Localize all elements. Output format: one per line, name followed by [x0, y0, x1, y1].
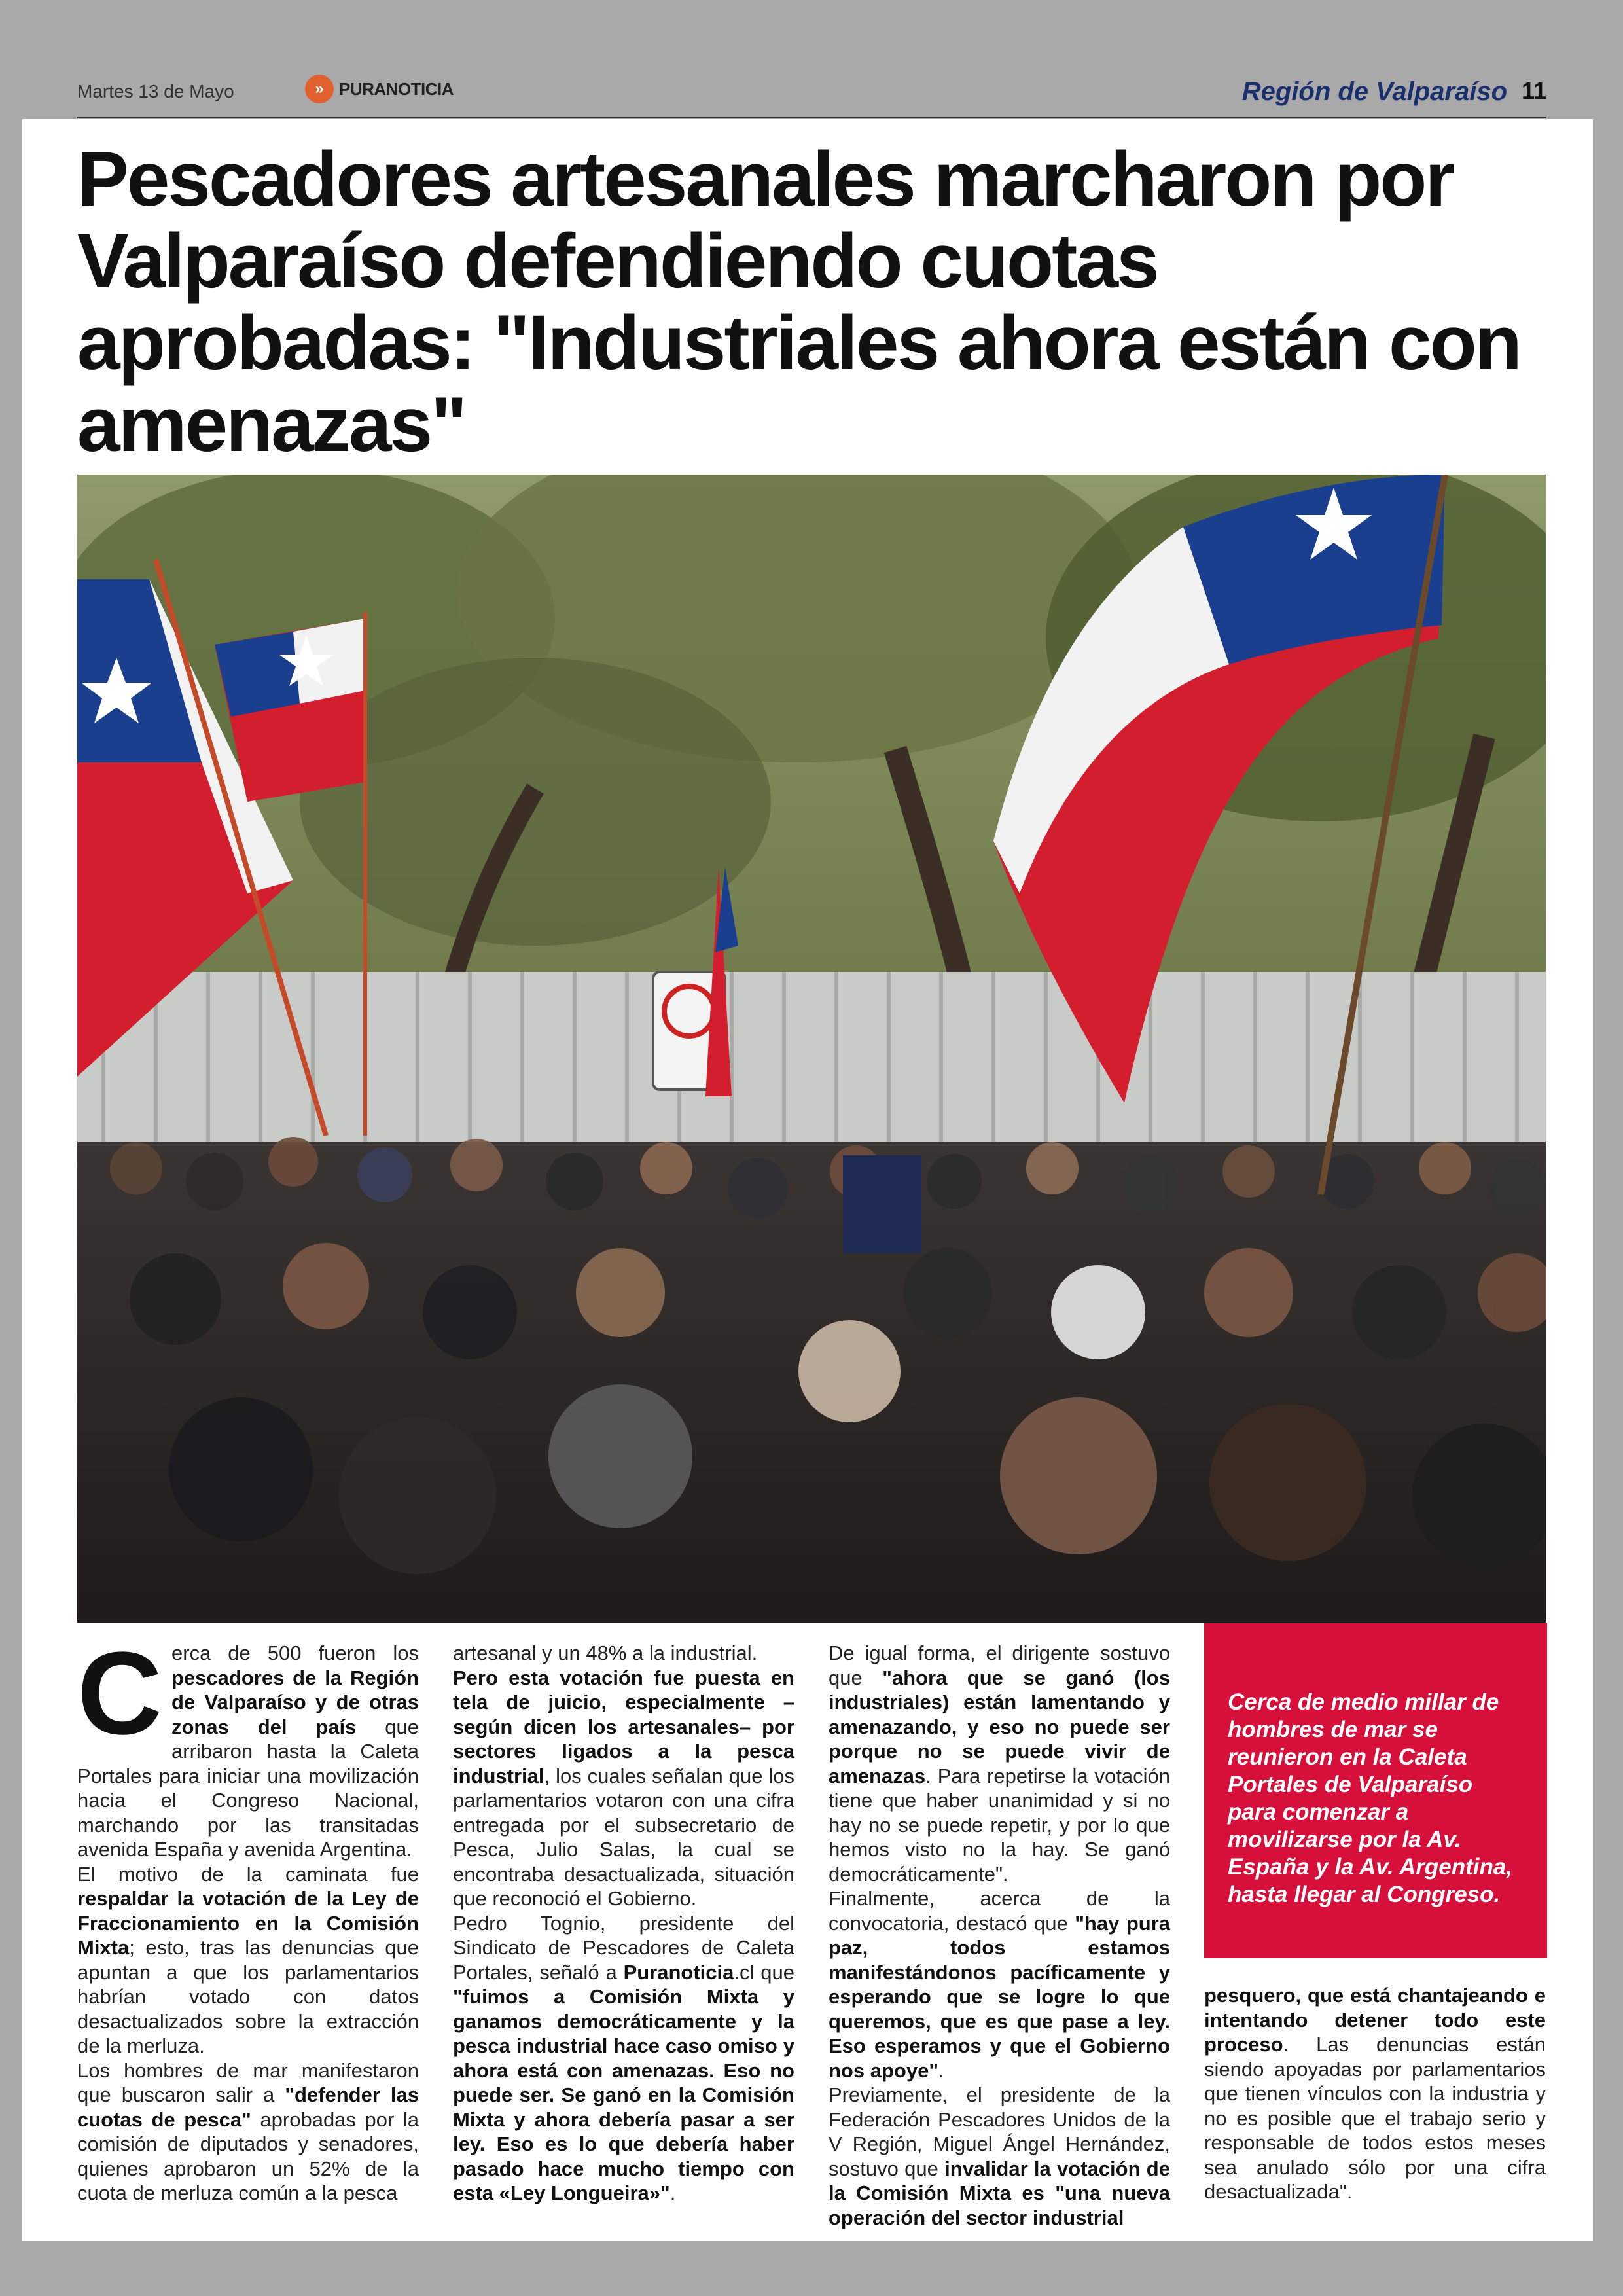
page-sheet	[22, 119, 1593, 2241]
paragraph	[829, 1641, 1170, 1886]
pull-quote: Cerca de medio millar de hombres de mar se reunieron en la Caleta Portales de Valparaíso para comenzar a movilizarse por la Av. España y la Av. Argentina, hasta llegar al Congreso.	[1228, 1689, 1513, 1907]
text-span: De igual forma, el dirigente sostuvo que	[829, 1641, 1170, 1689]
bold-text: "fuimos a Comisión Mixta y ganamos democráticamente y la pesca industrial hace caso omiso y ahora está con amenazas. Eso no puede ser. Se ganó en la Comisión Mixta y ahora debería pasar a ser ley. Eso es lo que debería haber pasado hace mucho tiempo con esta «Ley Longueira»"	[453, 1985, 794, 2204]
issue-date: Martes 13 de Mayo	[77, 81, 234, 101]
bold-text: pesquero, que está chantajeando e intentando detener todo este proceso	[1204, 1984, 1546, 2056]
page-header	[77, 65, 1546, 118]
bold-text: "defender las cuotas de pesca"	[77, 2083, 419, 2131]
paragraph	[1204, 1983, 1546, 2204]
section-title: Región de Valparaíso	[1241, 77, 1507, 106]
logo-mark-icon: »	[305, 75, 334, 103]
text-span: erca de 500 fueron los	[171, 1641, 419, 1664]
article-column-2	[453, 1641, 794, 2206]
puranoticia-logo	[305, 75, 454, 103]
bold-text: Puranoticia	[623, 1960, 734, 1984]
paragraph	[829, 2083, 1170, 2230]
bold-text: "ahora que se ganó (los industriales) están lamentando y amenazando, y eso no puede ser porque no se puede vivir de amenazas	[829, 1666, 1170, 1787]
paragraph	[453, 1666, 794, 1911]
pull-quote-box	[1204, 1623, 1547, 1958]
bold-text: "hay pura paz, todos estamos manifestándonos pacíficamente y esperando que se logre lo que queremos, que es que pase a ley. Eso esperamos y que el Gobierno nos apoye"	[829, 1911, 1170, 2082]
bold-text: pescadores de la Región de Valparaíso y de otras zonas del país	[171, 1666, 419, 1738]
article-column-3	[829, 1641, 1170, 2230]
article-column-1	[77, 1628, 419, 2206]
text-span: aprobadas por la comisión de diputados y senadores, quienes aprobaron un 52% de la cuota de merluza común a la pesca	[77, 2108, 419, 2204]
paragraph	[77, 2058, 419, 2206]
text-span: . Las denuncias están siendo apoyadas por parlamentarios que tienen vínculos con la industria y no es posible que el trabajo serio y responsable de todos estos meses sea anulado sólo por una cifra desactualizada".	[1204, 2033, 1546, 2203]
text-span: .	[938, 2058, 944, 2082]
paragraph	[829, 1886, 1170, 2083]
protest-photo	[77, 475, 1546, 1623]
text-span: que arribaron hasta la Caleta Portales para iniciar una movilización hacia el Congreso Nacional, marchando por las transitadas avenida España y avenida Argentina.	[77, 1715, 419, 1861]
bold-text: Pero esta votación fue puesta en tela de juicio, especialmente –según dicen los artesanales– por sectores ligados a la pesca industrial	[453, 1666, 794, 1787]
paragraph	[77, 1862, 419, 2058]
text-span: .	[669, 2181, 676, 2204]
headline: Pescadores artesanales marcharon por Valparaíso defendiendo cuotas aprobadas: "Industriales ahora están con amenazas"	[77, 136, 1520, 468]
article-column-4	[1204, 1983, 1546, 2204]
text-span: , los cuales señalan que los parlamentarios votaron con una cifra entregada por el subsecretario de Pesca, Julio Salas, la cual se encontraba desactualizada, situación que reconoció el Gobierno.	[453, 1764, 794, 1910]
text-span: El motivo de la caminata fue	[77, 1862, 419, 1886]
text-span: Pedro Tognio, presidente del Sindicato de Pescadores de Caleta Portales, señaló a	[453, 1911, 794, 1984]
bold-text: respaldar la votación de la Ley de Fraccionamiento en la Comisión Mixta	[77, 1887, 419, 1959]
page-number: 11	[1521, 77, 1546, 104]
text-span: Los hombres de mar manifestaron que buscaron salir a	[77, 2058, 419, 2106]
paragraph	[453, 1911, 794, 2206]
text-span: .cl que	[734, 1960, 794, 1984]
bold-text: invalidar la votación de la Comisión Mixta es "una nueva operación del sector industrial	[829, 2157, 1170, 2229]
dropcap: C	[77, 1628, 162, 1759]
text-span: Finalmente, acerca de la convocatoria, destacó que	[829, 1887, 1170, 1935]
logo-text: PURANOTICIA	[339, 79, 454, 99]
paragraph: artesanal y un 48% a la industrial.	[453, 1641, 758, 1664]
text-span: ; esto, tras las denuncias que apuntan a que los parlamentarios habrían votado con datos desactualizados sobre la extracción de la merluza.	[77, 1936, 419, 2057]
text-span: . Para repetirse la votación tiene que haber unanimidad y si no hay no se puede repetir, y por lo que hemos visto no la hay. Se ganó democráticamente".	[829, 1764, 1170, 1886]
text-span: Previamente, el presidente de la Federación Pescadores Unidos de la V Región, Miguel Ángel Hernández, sostuvo que	[829, 2083, 1170, 2180]
